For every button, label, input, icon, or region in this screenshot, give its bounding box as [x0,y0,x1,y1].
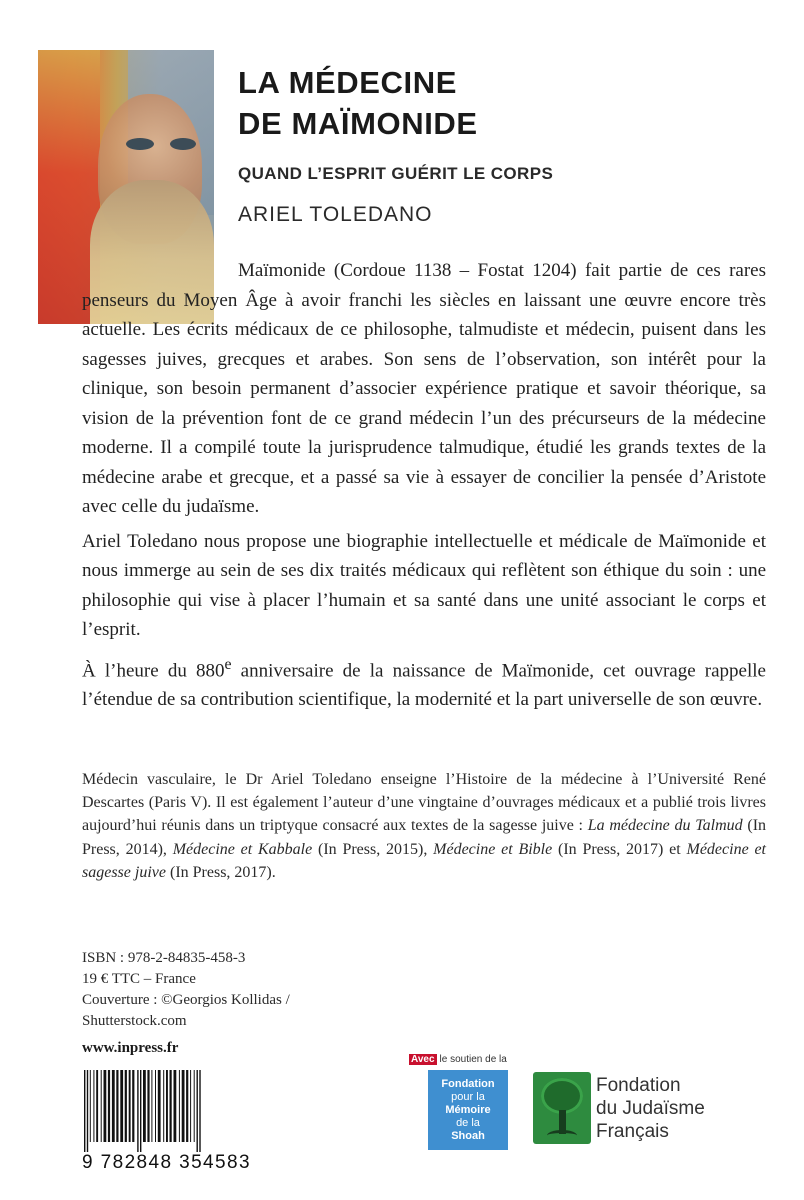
fjf-line-2: du Judaïsme [596,1098,705,1119]
barcode-digits: 9 782848 354583 [82,1152,251,1173]
bio-text-5: (In Press, 2017). [165,863,276,881]
bio-book-title-1: La médecine du Talmud [587,817,743,835]
barcode-bar [174,1070,177,1142]
barcode-bar [116,1070,118,1142]
bio-book-title-4: Médecine et sagesse juive [82,840,766,881]
barcode-bar [151,1070,152,1142]
avec-label: Avec [411,1054,435,1065]
fondation-memoire-shoah-logo [428,1070,508,1150]
synopsis-p3-start: À l’heure du 880 [82,659,225,681]
fms-line-4: de la [456,1117,480,1129]
bio-text-3: (In Press, 2015), [312,840,434,858]
fms-line-3: Mémoire [445,1104,491,1116]
barcode-bar [101,1070,102,1142]
book-title [238,62,478,144]
barcode-bar [104,1070,107,1142]
publication-info [82,948,342,1059]
tree-crown [541,1078,583,1114]
author-bio [82,768,766,884]
tree-roots [547,1130,577,1141]
synopsis-paragraph-2: Ariel Toledano nous propose une biographie intellectuelle et médicale de Maïmonide et nous immerge au sein de ses dix traités médicaux qui reflètent son éthique du soin : une philosophie qui vise à placer l’humain et sa santé dans une unité associant le corps et l’esprit. [82,530,766,640]
barcode-bar [125,1070,127,1142]
book-title-line-1: LA MÉDECINE [238,65,458,100]
synopsis [82,256,766,720]
ordinal-suffix: e [224,655,232,673]
book-author: ARIEL TOLEDANO [238,203,433,226]
barcode-bar [137,1070,138,1152]
fjf-line-1: Fondation [596,1075,681,1096]
fondation-judaisme-francais-text [596,1074,705,1143]
barcode-bar [166,1070,168,1142]
barcode-bar [108,1070,110,1142]
fms-line-2: pour la [451,1091,485,1103]
barcode-bar [158,1070,161,1142]
barcode-bar [129,1070,131,1142]
barcode-bar [147,1070,149,1142]
synopsis-paragraph-3 [82,650,766,715]
fms-line-5: Shoah [451,1130,485,1142]
bio-book-title-3: Médecine et Bible [433,840,553,858]
barcode-bar [84,1070,85,1152]
portrait-eye-left [126,138,154,150]
barcode-bar [163,1070,164,1142]
support-text: le soutien de la [439,1054,507,1065]
bio-text-2: (In Press, 2014), [82,817,767,858]
price: 19 € TTC – France [82,971,196,987]
fjf-line-3: Français [596,1121,669,1142]
barcode-bar [179,1070,180,1142]
barcode-bar [112,1070,115,1142]
barcode-bar [194,1070,195,1142]
book-title-line-2: DE MAÏMONIDE [238,106,478,141]
barcode-bar [90,1070,91,1142]
book-subtitle: QUAND L’ESPRIT GUÉRIT LE CORPS [238,164,554,183]
barcode-bar [197,1070,198,1152]
barcode-bar [186,1070,188,1142]
barcode-bar [93,1070,94,1142]
barcode-bar [87,1070,88,1152]
barcode-bar [182,1070,185,1142]
bio-book-title-2: Médecine et Kabbale [172,840,313,858]
barcode-bar [170,1070,172,1142]
support-line [409,1054,507,1065]
cover-credit-line-1: Couverture : ©Georgios Kollidas / [82,992,290,1008]
synopsis-p3-end: anniversaire de la naissance de Maïmonide, cet ouvrage rappelle l’étendue de sa contribution scientifique, la modernité et la part universelle de son œuvre. [82,659,766,711]
barcode-bar [140,1070,141,1152]
bio-text-1: Médecin vasculaire, le Dr Ariel Toledano enseigne l’Histoire de la médecine à l’Université René Descartes (Paris V). Il est également l’auteur d’une vingtaine d’ouvrages médicaux et a publié trois livres aujourd’hui réunis dans un triptyque consacré aux textes de la sagesse juive : [82,771,766,835]
barcode-bar [96,1070,98,1142]
fms-line-1: Fondation [441,1078,495,1090]
barcode-bar [143,1070,146,1142]
publisher-website-link[interactable]: www.inpress.fr [82,1040,179,1056]
author-bio-paragraph [82,768,766,884]
barcode-bar [155,1070,156,1142]
synopsis-paragraph-1: Maïmonide (Cordoue 1138 – Fostat 1204) fait partie de ces rares penseurs du Moyen Âge à avoir franchi les siècles en laissant une œuvre encore très actuelle. Les écrits médicaux de ce philosophe, talmudiste et médecin, puisent dans les sagesses juives, grecques et arabes. Son sens de l’observation, son intérêt pour la clinique, son besoin permanent d’associer expérience pratique et savoir théorique, sa vision de la prévention font de ce grand médecin l’un des précurseurs de la médecine moderne. Il a compilé toute la jurisprudence talmudique, étudié les grands textes de la médecine arabe et grecque, et a passé sa vie à essayer de concilier la pensée d’Aristote avec celle du judaïsme. [82,260,766,517]
barcode-bar [190,1070,191,1142]
barcode-bar [199,1070,200,1152]
barcode-bar [120,1070,123,1142]
tree-icon [533,1072,591,1144]
portrait-eye-right [170,138,196,150]
bio-text-4: (In Press, 2017) et [552,840,687,858]
isbn: ISBN : 978-2-84835-458-3 [82,950,246,966]
barcode-bar [132,1070,134,1142]
barcode-bars [82,1070,260,1152]
cover-credit-line-2: Shutterstock.com [82,1013,187,1029]
